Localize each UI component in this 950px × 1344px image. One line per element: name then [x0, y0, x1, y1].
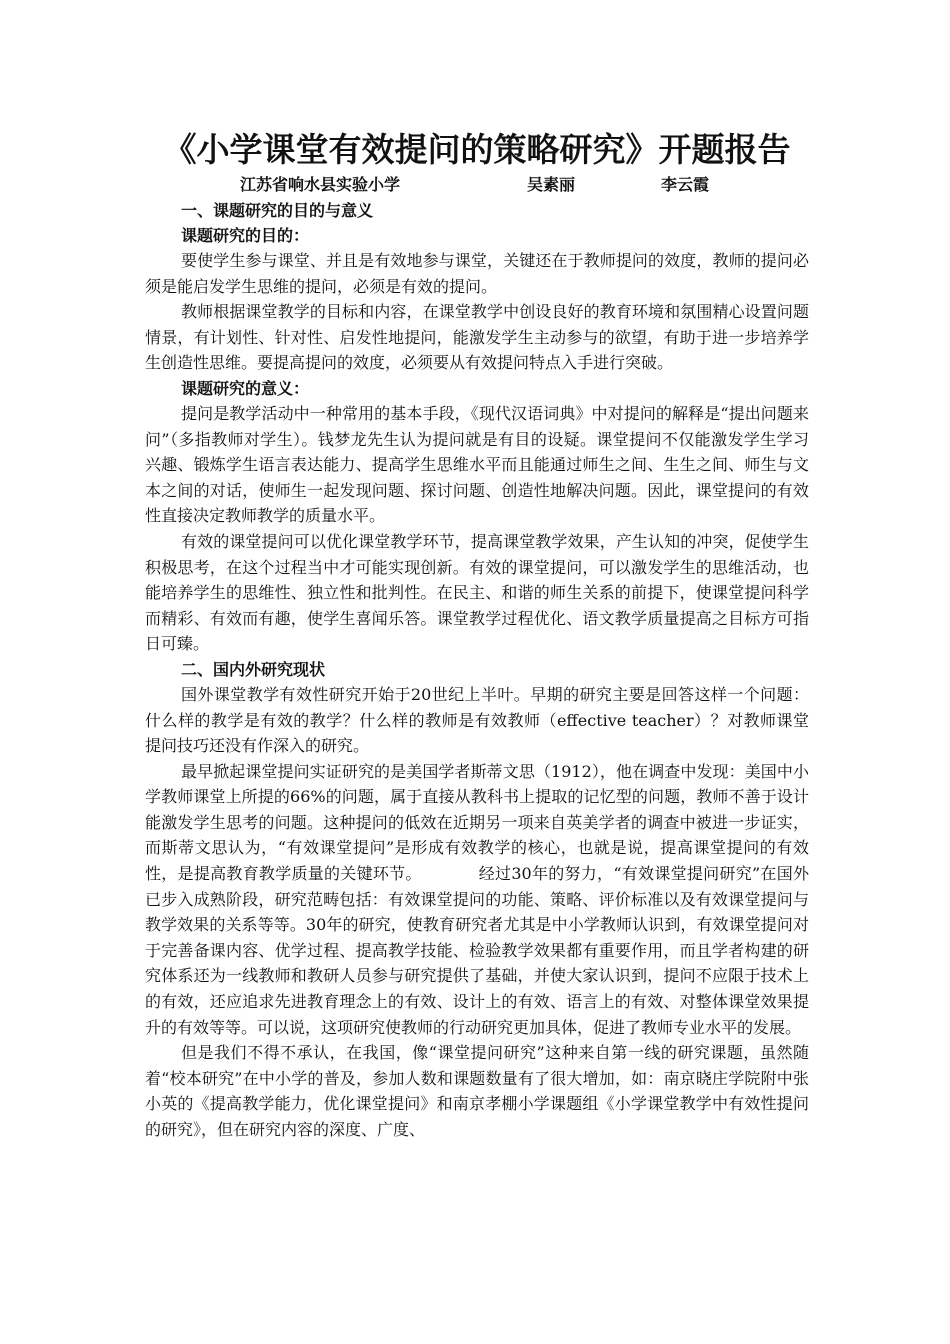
author-name: 李云霞 — [661, 175, 710, 194]
section-heading: 二、国内外研究现状 — [181, 659, 326, 679]
school-name: 江苏省响水县实验小学 — [240, 175, 401, 194]
paragraph: 有效的课堂提问可以优化课堂教学环节，提高课堂教学效果，产生认知的冲突，促使学生积极思考，在这个过程当中才可能实现创新。有效的课堂提问，可以激发学生的思维活动，也能培养学生的思维性、独立性和批判性。在民主、和谐的师生关系的前提下，使课堂提问科学而精彩、有效而有趣，使学生喜闻乐答。课堂教学过程优化、语文教学质量提高之目标方可指日可臻。 — [145, 531, 809, 654]
document-page — [145, 128, 809, 1143]
subsection-heading: 课题研究的意义： — [181, 378, 310, 398]
paragraph: 国外课堂教学有效性研究开始于20世纪上半叶。早期的研究主要是回答这样一个问题：什么样的教学是有效的教学？什么样的教师是有效教师（effective teacher）？对教师课堂提问技巧还没有作深入的研究。 — [145, 684, 809, 756]
byline — [145, 172, 809, 198]
paragraph: 提问是教学活动中一种常用的基本手段，《现代汉语词典》中对提问的解释是“提出问题来问”（多指教师对学生）。钱梦龙先生认为提问就是有目的设疑。课堂提问不仅能激发学生学习兴趣、锻炼学生语言表达能力、提高学生思维水平而且能通过师生之间、生生之间、师生与文本之间的对话，使师生一起发现问题、探讨问题、创造性地解决问题。因此，课堂提问的有效性直接决定教师教学的质量水平。 — [145, 403, 809, 526]
section-heading: 一、课题研究的目的与意义 — [181, 201, 374, 220]
paragraph: 要使学生参与课堂、并且是有效地参与课堂，关键还在于教师提问的效度，教师的提问必须是能启发学生思维的提问，必须是有效的提问。 — [145, 251, 809, 296]
paragraph: 最早掀起课堂提问实证研究的是美国学者斯蒂文思（1912），他在调查中发现：美国中小学教师课堂上所提的66%的问题，属于直接从教科书上提取的记忆型的问题，教师不善于设计能激发学生思考的问题。这种提问的低效在近期另一项来自英美学者的调查中被进一步证实，而斯蒂文思认为，“有效课堂提问”是形成有效教学的核心，也就是说，提高课堂提问的有效性，是提高教育教学质量的关键环节。 经过30年的努力，“有效课堂提问研究”在国外已步入成熟阶段，研究范畴包括：有效课堂提问的功能、策略、评价标准以及有效课堂提问与教学效果的关系等等。30年的研究，使教育研究者尤其是中小学教师认识到，有效课堂提问对于完善备课内容、优学过程、提高教学技能、检验教学效果都有重要作用，而且学者构建的研究体系还为一线教师和教研人员参与研究提供了基础，并使大家认识到，提问不应限于技术上的有效，还应追求先进教育理念上的有效、设计上的有效、语言上的有效、对整体课堂效果提升的有效等等。可以说，这项研究使教师的行动研究更加具体，促进了教师专业水平的发展。 — [145, 761, 809, 1037]
document-title: 《小学课堂有效提问的策略研究》开题报告 — [163, 130, 791, 169]
paragraph: 教师根据课堂教学的目标和内容，在课堂教学中创设良好的教育环境和氛围精心设置问题情景，有计划性、针对性、启发性地提问，能激发学生主动参与的欲望，有助于进一步培养学生创造性思维。要提高提问的效度，必须要从有效提问特点入手进行突破。 — [145, 302, 809, 373]
subsection-heading: 课题研究的目的： — [181, 226, 310, 245]
author-name: 吴素丽 — [527, 175, 576, 194]
paragraph: 但是我们不得不承认，在我国，像“课堂提问研究”这种来自第一线的研究课题，虽然随着“校本研究”在中小学的普及，参加人数和课题数量有了很大增加，如：南京晓庄学院附中张小英的《提高教学能力，优化课堂提问》和南京孝棚小学课题组《小学课堂教学中有效性提问的研究》，但在研究内容的深度、广度、 — [145, 1043, 809, 1139]
